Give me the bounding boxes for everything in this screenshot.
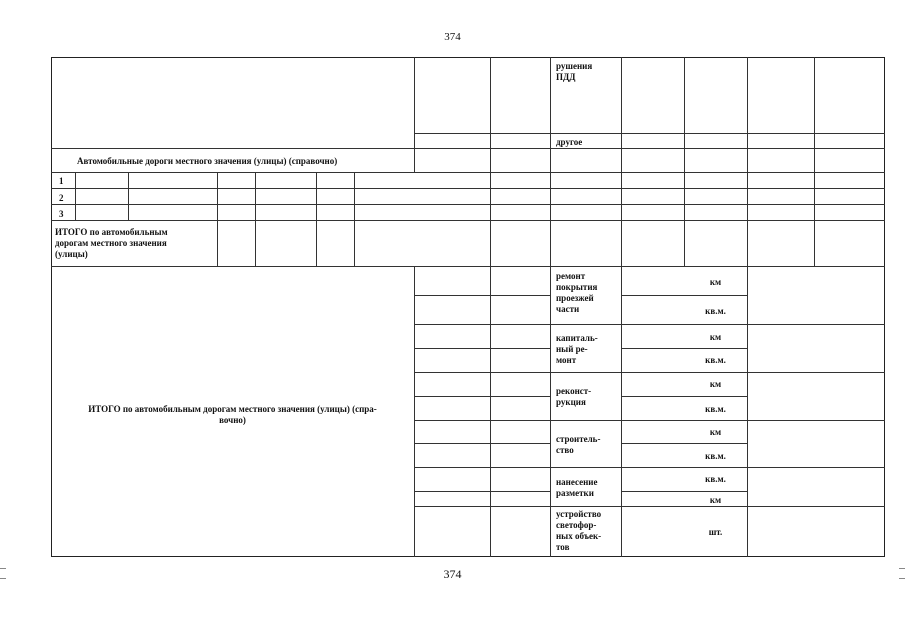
- table-rule: [490, 57, 491, 557]
- total-small-cell: ИТОГО по автомобильным дорогам местного значения (улицы): [55, 227, 168, 259]
- table-rule: [747, 57, 748, 557]
- table-rule: [51, 172, 885, 173]
- table-rule: [414, 420, 885, 421]
- table-rule: [316, 172, 317, 266]
- table-rule: [414, 443, 550, 444]
- roads-heading: Автомобильные дороги местного значения (улицы) (справочно): [77, 156, 338, 166]
- work-label: устройство светофор- ных объек- тов: [556, 509, 602, 552]
- table-rule: [354, 172, 355, 266]
- table-rule: [128, 172, 129, 220]
- other-cell: другое: [556, 137, 583, 147]
- table-rule: [814, 57, 815, 266]
- row-number-1: 1: [59, 176, 64, 186]
- page-number-bottom: 374: [443, 567, 462, 581]
- scan-mark: [899, 578, 905, 579]
- table-rule: [414, 506, 885, 507]
- unit-cell: км: [709, 379, 722, 389]
- table-rule: [414, 372, 885, 373]
- table-rule: [51, 220, 885, 221]
- table-rule: [621, 396, 747, 397]
- unit-cell: кв.м.: [705, 404, 726, 414]
- scan-mark: [899, 568, 905, 569]
- table-rule: [621, 491, 747, 492]
- unit-cell: км: [709, 332, 722, 342]
- scan-mark: [0, 568, 6, 569]
- scan-mark: [0, 578, 6, 579]
- table-rule: [414, 57, 415, 172]
- table-rule: [621, 348, 747, 349]
- unit-cell: км: [709, 495, 722, 505]
- table-rule: [550, 57, 551, 557]
- table-rule: [621, 295, 747, 296]
- table-rule: [414, 295, 550, 296]
- table-rule: [414, 467, 885, 468]
- unit-cell: шт.: [708, 527, 723, 537]
- table-rule: [51, 148, 885, 149]
- table-rule: [255, 172, 256, 266]
- unit-cell: км: [709, 427, 722, 437]
- table-rule: [51, 204, 885, 205]
- table-rule: [414, 396, 550, 397]
- table-rule: [51, 266, 885, 267]
- total-big-cell: ИТОГО по автомобильным дорогам местного значения (улицы) (спра- вочно): [88, 404, 377, 425]
- table-rule: [621, 443, 747, 444]
- table-rule: [621, 57, 622, 557]
- unit-cell: кв.м.: [705, 355, 726, 365]
- work-label: реконст- рукция: [556, 386, 592, 407]
- work-label: ремонт покрытия проезжей части: [556, 271, 598, 314]
- table-rule: [684, 57, 685, 266]
- table-rule: [51, 188, 885, 189]
- table-rule: [414, 491, 550, 492]
- unit-cell: кв.м.: [705, 306, 726, 316]
- report-table: [51, 57, 885, 557]
- work-label: строитель- ство: [556, 434, 601, 455]
- unit-cell: кв.м.: [705, 474, 726, 484]
- unit-cell: км: [709, 277, 722, 287]
- page-number-top: 374: [444, 31, 461, 43]
- table-rule: [414, 348, 550, 349]
- violations-pdd-cell: рушения ПДД: [556, 61, 593, 82]
- table-rule: [217, 172, 218, 266]
- unit-cell: кв.м.: [705, 451, 726, 461]
- table-rule: [414, 266, 415, 557]
- work-label: нанесение разметки: [556, 477, 598, 498]
- table-rule: [75, 172, 76, 220]
- row-number-3: 3: [59, 209, 64, 219]
- row-number-2: 2: [59, 193, 64, 203]
- table-rule: [414, 324, 885, 325]
- work-label: капиталь- ный ре- монт: [556, 333, 598, 365]
